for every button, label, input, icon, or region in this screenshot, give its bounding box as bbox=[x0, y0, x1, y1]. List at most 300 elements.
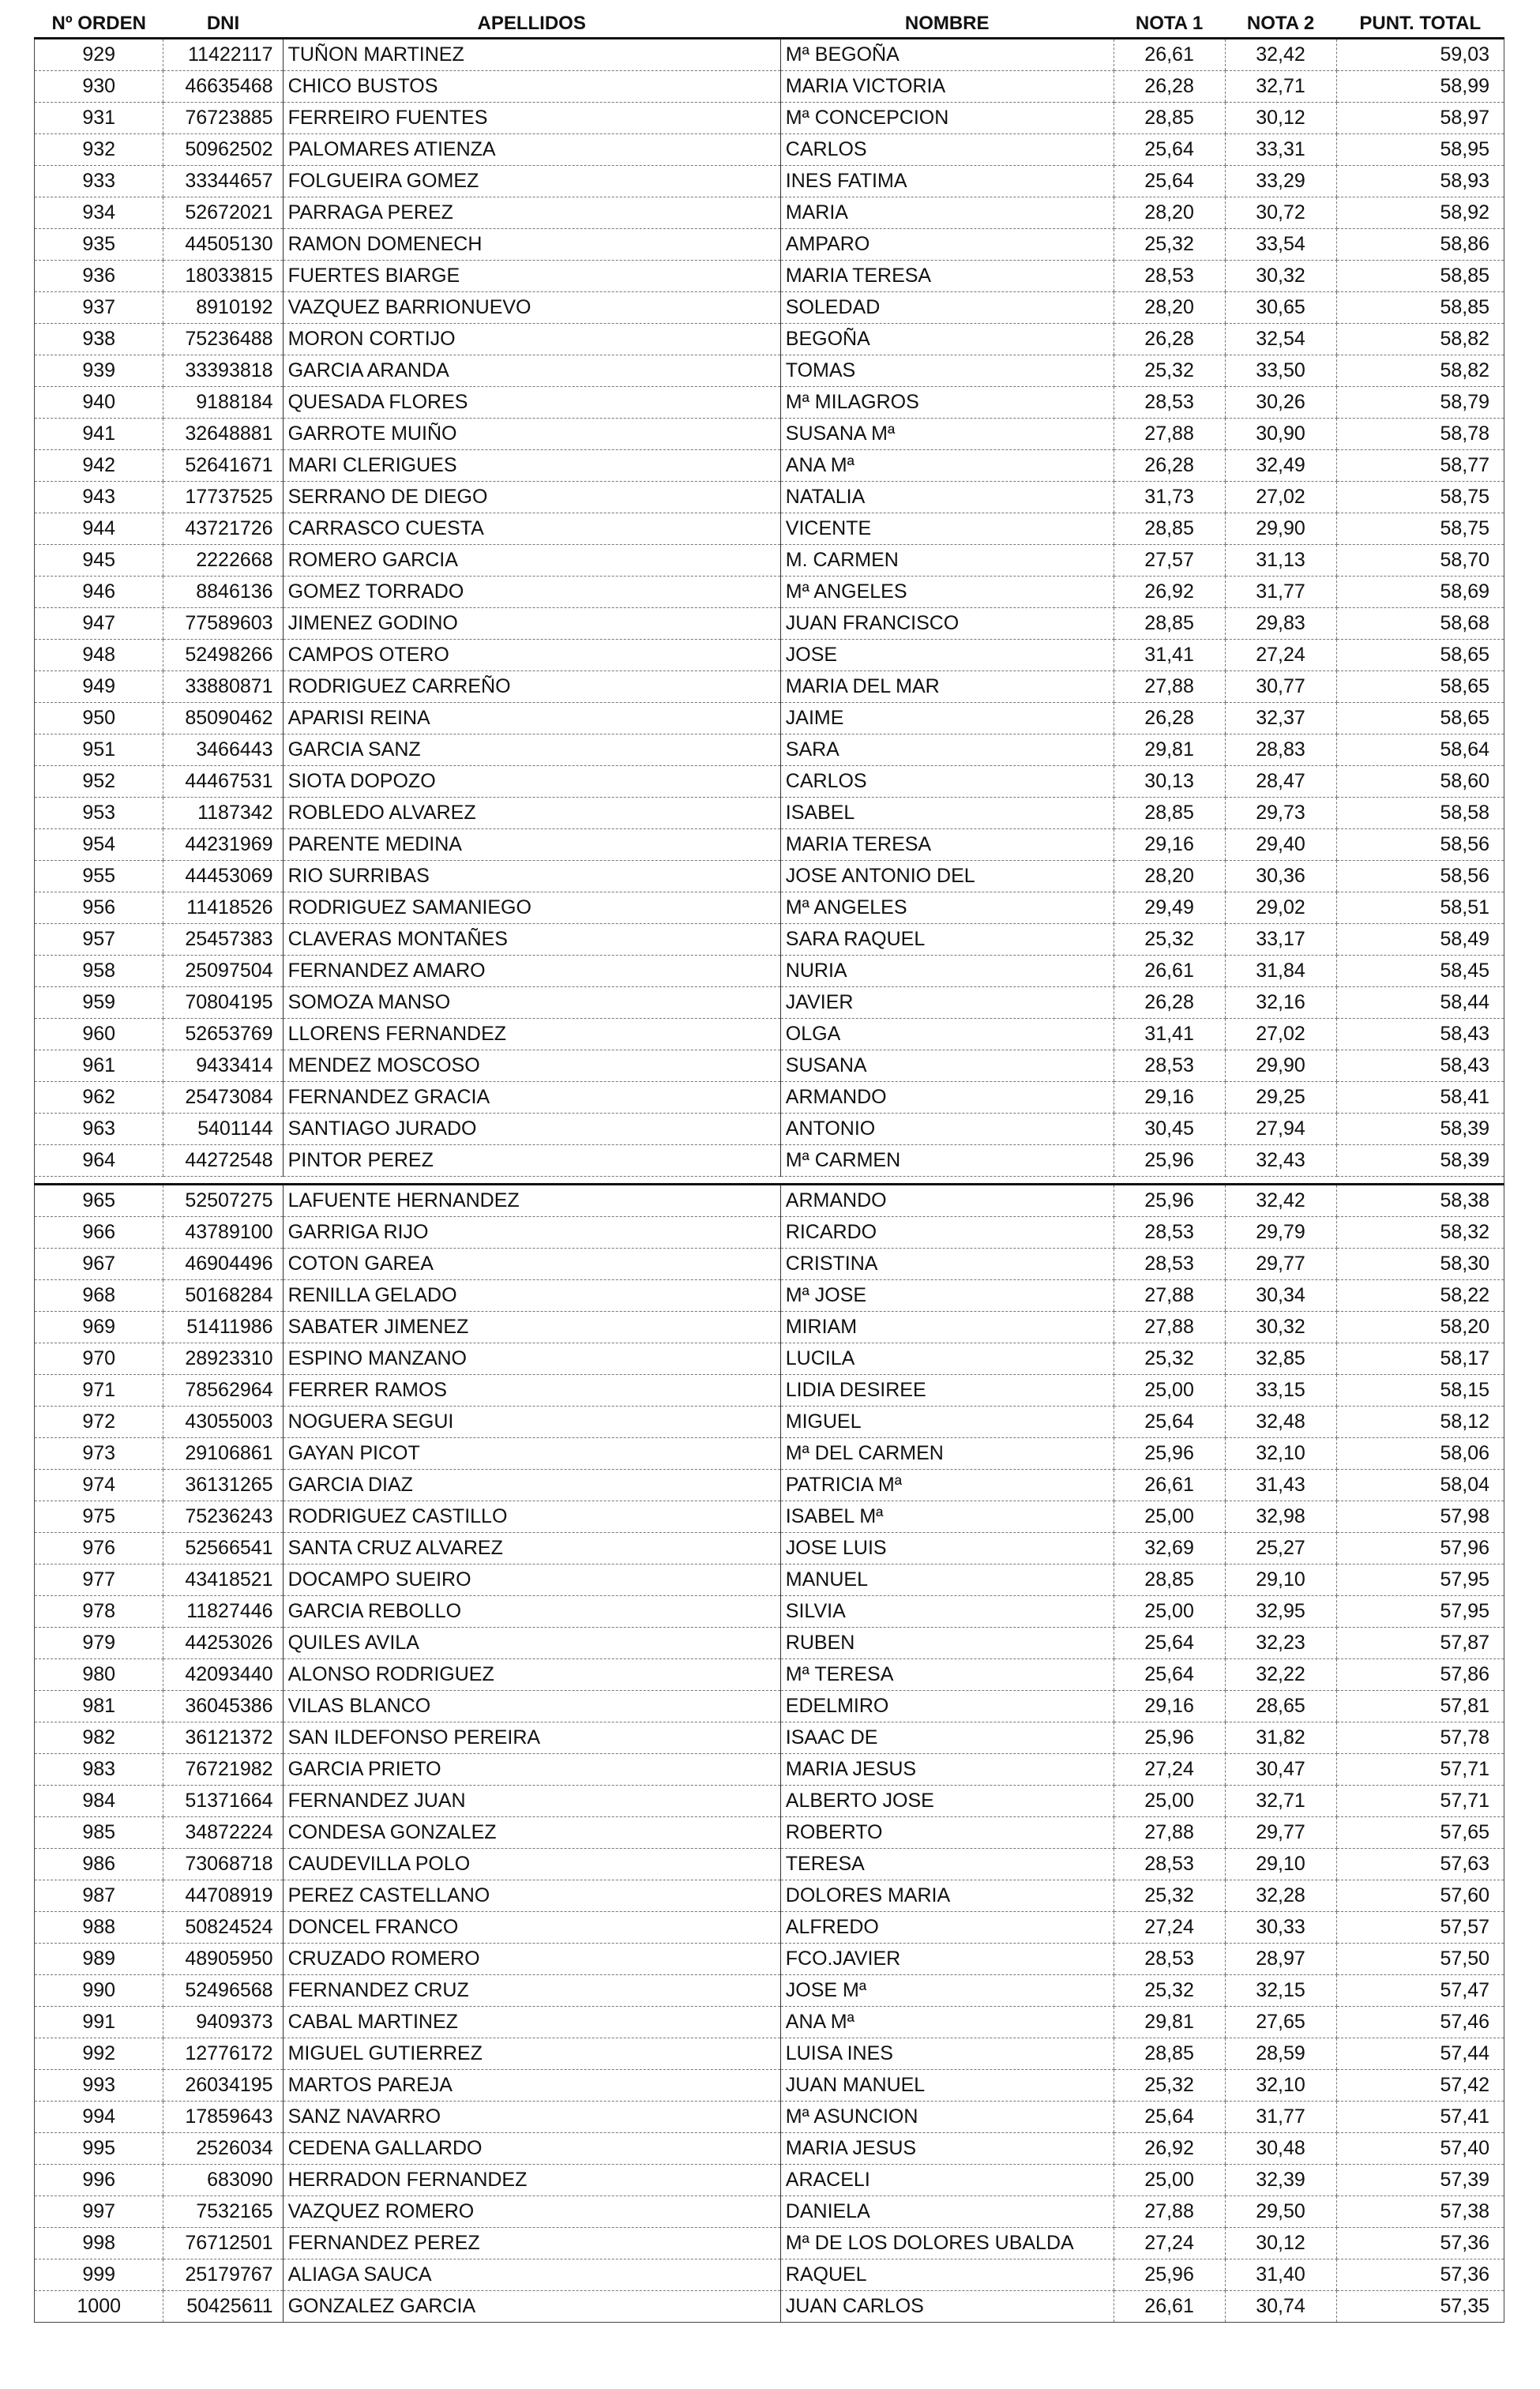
cell-nombre: Mª BEGOÑA bbox=[780, 39, 1114, 71]
cell-dni: 34872224 bbox=[163, 1817, 283, 1849]
cell-orden: 966 bbox=[35, 1217, 163, 1249]
cell-nota1: 31,41 bbox=[1114, 1019, 1225, 1050]
cell-apellidos: ESPINO MANZANO bbox=[283, 1343, 780, 1375]
table-row bbox=[35, 1533, 1504, 1564]
cell-orden: 960 bbox=[35, 1019, 163, 1050]
table-row bbox=[35, 1050, 1504, 1082]
cell-orden: 979 bbox=[35, 1628, 163, 1659]
cell-dni: 9433414 bbox=[163, 1050, 283, 1082]
cell-nota1: 25,32 bbox=[1114, 924, 1225, 956]
cell-nota1: 27,88 bbox=[1114, 671, 1225, 703]
cell-nota1: 28,85 bbox=[1114, 1564, 1225, 1596]
table-row bbox=[35, 450, 1504, 482]
cell-nota2: 28,65 bbox=[1225, 1691, 1336, 1722]
cell-dni: 44467531 bbox=[163, 766, 283, 798]
cell-dni: 1187342 bbox=[163, 798, 283, 829]
cell-dni: 2222668 bbox=[163, 545, 283, 577]
cell-orden: 961 bbox=[35, 1050, 163, 1082]
header-orden: Nº ORDEN bbox=[35, 8, 163, 39]
cell-nota2: 32,71 bbox=[1225, 71, 1336, 103]
cell-nota2: 30,34 bbox=[1225, 1280, 1336, 1312]
cell-nombre: ANA Mª bbox=[780, 2007, 1114, 2038]
section-divider-cell bbox=[35, 1177, 1504, 1185]
cell-apellidos: VAZQUEZ BARRIONUEVO bbox=[283, 292, 780, 324]
cell-nota1: 29,81 bbox=[1114, 734, 1225, 766]
table-row bbox=[35, 166, 1504, 197]
cell-orden: 958 bbox=[35, 956, 163, 987]
cell-total: 57,46 bbox=[1336, 2007, 1504, 2038]
cell-nota1: 25,96 bbox=[1114, 1722, 1225, 1754]
table-row bbox=[35, 2196, 1504, 2228]
cell-apellidos: GARCIA PRIETO bbox=[283, 1754, 780, 1786]
cell-nota1: 29,49 bbox=[1114, 892, 1225, 924]
table-row bbox=[35, 1691, 1504, 1722]
cell-apellidos: CRUZADO ROMERO bbox=[283, 1944, 780, 1975]
cell-dni: 11418526 bbox=[163, 892, 283, 924]
cell-apellidos: TUÑON MARTINEZ bbox=[283, 39, 780, 71]
cell-total: 58,20 bbox=[1336, 1312, 1504, 1343]
cell-nota1: 25,00 bbox=[1114, 1501, 1225, 1533]
cell-nombre: TOMAS bbox=[780, 355, 1114, 387]
cell-nota1: 29,16 bbox=[1114, 1691, 1225, 1722]
cell-orden: 938 bbox=[35, 324, 163, 355]
cell-nota1: 25,32 bbox=[1114, 1880, 1225, 1912]
cell-dni: 12776172 bbox=[163, 2038, 283, 2070]
cell-nota2: 32,23 bbox=[1225, 1628, 1336, 1659]
table-row bbox=[35, 2007, 1504, 2038]
cell-apellidos: GARCIA ARANDA bbox=[283, 355, 780, 387]
cell-nota2: 30,36 bbox=[1225, 861, 1336, 892]
cell-apellidos: VAZQUEZ ROMERO bbox=[283, 2196, 780, 2228]
cell-total: 58,15 bbox=[1336, 1375, 1504, 1407]
cell-dni: 43789100 bbox=[163, 1217, 283, 1249]
cell-apellidos: SERRANO DE DIEGO bbox=[283, 482, 780, 513]
cell-total: 59,03 bbox=[1336, 39, 1504, 71]
cell-apellidos: FERNANDEZ AMARO bbox=[283, 956, 780, 987]
table-row bbox=[35, 39, 1504, 71]
cell-apellidos: FERNANDEZ CRUZ bbox=[283, 1975, 780, 2007]
cell-nota2: 32,42 bbox=[1225, 1185, 1336, 1217]
cell-nota1: 28,53 bbox=[1114, 1217, 1225, 1249]
cell-total: 58,17 bbox=[1336, 1343, 1504, 1375]
cell-apellidos: CONDESA GONZALEZ bbox=[283, 1817, 780, 1849]
cell-nombre: Mª ANGELES bbox=[780, 577, 1114, 608]
cell-nota1: 25,00 bbox=[1114, 1786, 1225, 1817]
cell-apellidos: MARI CLERIGUES bbox=[283, 450, 780, 482]
cell-nombre: FCO.JAVIER bbox=[780, 1944, 1114, 1975]
cell-nota1: 27,88 bbox=[1114, 2196, 1225, 2228]
results-table bbox=[34, 8, 1504, 2323]
cell-total: 58,04 bbox=[1336, 1470, 1504, 1501]
table-row bbox=[35, 1786, 1504, 1817]
cell-nombre: SUSANA Mª bbox=[780, 419, 1114, 450]
cell-nota1: 30,45 bbox=[1114, 1114, 1225, 1145]
cell-apellidos: JIMENEZ GODINO bbox=[283, 608, 780, 640]
table-row bbox=[35, 419, 1504, 450]
cell-apellidos: FERRER RAMOS bbox=[283, 1375, 780, 1407]
cell-nombre: Mª DE LOS DOLORES UBALDA bbox=[780, 2228, 1114, 2259]
cell-nota2: 32,85 bbox=[1225, 1343, 1336, 1375]
cell-total: 57,47 bbox=[1336, 1975, 1504, 2007]
cell-nota1: 25,32 bbox=[1114, 1975, 1225, 2007]
cell-dni: 52498266 bbox=[163, 640, 283, 671]
cell-nota1: 27,24 bbox=[1114, 1754, 1225, 1786]
cell-orden: 943 bbox=[35, 482, 163, 513]
cell-apellidos: MORON CORTIJO bbox=[283, 324, 780, 355]
cell-orden: 992 bbox=[35, 2038, 163, 2070]
cell-apellidos: CEDENA GALLARDO bbox=[283, 2133, 780, 2165]
cell-nota1: 28,53 bbox=[1114, 261, 1225, 292]
table-row bbox=[35, 892, 1504, 924]
cell-apellidos: CLAVERAS MONTAÑES bbox=[283, 924, 780, 956]
cell-total: 58,97 bbox=[1336, 103, 1504, 134]
cell-nota1: 26,92 bbox=[1114, 2133, 1225, 2165]
table-row bbox=[35, 1280, 1504, 1312]
cell-orden: 941 bbox=[35, 419, 163, 450]
cell-nota1: 26,28 bbox=[1114, 324, 1225, 355]
cell-orden: 935 bbox=[35, 229, 163, 261]
cell-nota2: 30,90 bbox=[1225, 419, 1336, 450]
cell-total: 57,38 bbox=[1336, 2196, 1504, 2228]
cell-nota2: 30,32 bbox=[1225, 261, 1336, 292]
cell-nombre: LIDIA DESIREE bbox=[780, 1375, 1114, 1407]
cell-nota2: 27,02 bbox=[1225, 1019, 1336, 1050]
cell-total: 58,43 bbox=[1336, 1050, 1504, 1082]
cell-nota1: 25,64 bbox=[1114, 2102, 1225, 2133]
cell-nota2: 29,10 bbox=[1225, 1564, 1336, 1596]
cell-nota1: 25,32 bbox=[1114, 229, 1225, 261]
cell-nombre: ISAAC DE bbox=[780, 1722, 1114, 1754]
cell-total: 58,95 bbox=[1336, 134, 1504, 166]
cell-orden: 947 bbox=[35, 608, 163, 640]
cell-total: 58,41 bbox=[1336, 1082, 1504, 1114]
cell-apellidos: MARTOS PAREJA bbox=[283, 2070, 780, 2102]
cell-nota1: 28,85 bbox=[1114, 513, 1225, 545]
cell-nota1: 28,85 bbox=[1114, 798, 1225, 829]
table-row bbox=[35, 861, 1504, 892]
cell-nombre: JOSE Mª bbox=[780, 1975, 1114, 2007]
cell-nota2: 29,77 bbox=[1225, 1817, 1336, 1849]
table-row bbox=[35, 1249, 1504, 1280]
cell-total: 58,58 bbox=[1336, 798, 1504, 829]
cell-total: 57,35 bbox=[1336, 2291, 1504, 2323]
cell-nota1: 29,16 bbox=[1114, 1082, 1225, 1114]
cell-apellidos: SIOTA DOPOZO bbox=[283, 766, 780, 798]
cell-total: 58,38 bbox=[1336, 1185, 1504, 1217]
cell-dni: 2526034 bbox=[163, 2133, 283, 2165]
cell-orden: 995 bbox=[35, 2133, 163, 2165]
cell-nota1: 27,57 bbox=[1114, 545, 1225, 577]
cell-total: 57,71 bbox=[1336, 1754, 1504, 1786]
cell-dni: 75236243 bbox=[163, 1501, 283, 1533]
cell-nota2: 29,90 bbox=[1225, 1050, 1336, 1082]
cell-nota2: 25,27 bbox=[1225, 1533, 1336, 1564]
cell-nota2: 32,43 bbox=[1225, 1145, 1336, 1177]
cell-total: 57,65 bbox=[1336, 1817, 1504, 1849]
cell-apellidos: RAMON DOMENECH bbox=[283, 229, 780, 261]
cell-dni: 33344657 bbox=[163, 166, 283, 197]
cell-apellidos: COTON GAREA bbox=[283, 1249, 780, 1280]
header-nota2: NOTA 2 bbox=[1225, 8, 1336, 39]
cell-apellidos: GARROTE MUIÑO bbox=[283, 419, 780, 450]
table-row bbox=[35, 324, 1504, 355]
cell-apellidos: DONCEL FRANCO bbox=[283, 1912, 780, 1944]
cell-nota2: 30,48 bbox=[1225, 2133, 1336, 2165]
cell-nota1: 29,81 bbox=[1114, 2007, 1225, 2038]
cell-nota1: 25,32 bbox=[1114, 355, 1225, 387]
cell-nombre: INES FATIMA bbox=[780, 166, 1114, 197]
cell-nombre: Mª CARMEN bbox=[780, 1145, 1114, 1177]
cell-total: 58,32 bbox=[1336, 1217, 1504, 1249]
cell-nota1: 25,64 bbox=[1114, 1628, 1225, 1659]
table-row bbox=[35, 766, 1504, 798]
cell-nombre: ANA Mª bbox=[780, 450, 1114, 482]
table-row bbox=[35, 1082, 1504, 1114]
cell-dni: 52496568 bbox=[163, 1975, 283, 2007]
cell-nota2: 30,47 bbox=[1225, 1754, 1336, 1786]
table-row bbox=[35, 103, 1504, 134]
cell-dni: 17859643 bbox=[163, 2102, 283, 2133]
cell-dni: 32648881 bbox=[163, 419, 283, 450]
cell-orden: 967 bbox=[35, 1249, 163, 1280]
table-row bbox=[35, 134, 1504, 166]
table-row bbox=[35, 1019, 1504, 1050]
cell-dni: 48905950 bbox=[163, 1944, 283, 1975]
cell-nota1: 25,64 bbox=[1114, 134, 1225, 166]
cell-nombre: MIGUEL bbox=[780, 1407, 1114, 1438]
cell-dni: 44253026 bbox=[163, 1628, 283, 1659]
cell-total: 57,86 bbox=[1336, 1659, 1504, 1691]
table-row bbox=[35, 1407, 1504, 1438]
cell-dni: 18033815 bbox=[163, 261, 283, 292]
cell-nombre: Mª ASUNCION bbox=[780, 2102, 1114, 2133]
cell-dni: 36045386 bbox=[163, 1691, 283, 1722]
table-row bbox=[35, 229, 1504, 261]
cell-total: 58,92 bbox=[1336, 197, 1504, 229]
cell-dni: 75236488 bbox=[163, 324, 283, 355]
cell-nombre: Mª ANGELES bbox=[780, 892, 1114, 924]
cell-nota1: 28,53 bbox=[1114, 1849, 1225, 1880]
cell-total: 58,56 bbox=[1336, 829, 1504, 861]
cell-orden: 985 bbox=[35, 1817, 163, 1849]
header-apellidos: APELLIDOS bbox=[283, 8, 780, 39]
cell-nota1: 28,85 bbox=[1114, 103, 1225, 134]
cell-orden: 997 bbox=[35, 2196, 163, 2228]
table-row bbox=[35, 703, 1504, 734]
table-row bbox=[35, 1312, 1504, 1343]
cell-nombre: DOLORES MARIA bbox=[780, 1880, 1114, 1912]
cell-apellidos: SABATER JIMENEZ bbox=[283, 1312, 780, 1343]
cell-orden: 971 bbox=[35, 1375, 163, 1407]
table-row bbox=[35, 798, 1504, 829]
cell-nota2: 30,72 bbox=[1225, 197, 1336, 229]
cell-nota2: 31,77 bbox=[1225, 2102, 1336, 2133]
cell-total: 57,96 bbox=[1336, 1533, 1504, 1564]
cell-nota2: 32,42 bbox=[1225, 39, 1336, 71]
cell-nota1: 27,88 bbox=[1114, 1817, 1225, 1849]
cell-orden: 978 bbox=[35, 1596, 163, 1628]
table-row bbox=[35, 1912, 1504, 1944]
cell-dni: 52641671 bbox=[163, 450, 283, 482]
cell-apellidos: SANTIAGO JURADO bbox=[283, 1114, 780, 1145]
table-row bbox=[35, 2133, 1504, 2165]
cell-dni: 36131265 bbox=[163, 1470, 283, 1501]
cell-nota2: 30,26 bbox=[1225, 387, 1336, 419]
cell-orden: 931 bbox=[35, 103, 163, 134]
cell-nota1: 27,88 bbox=[1114, 1280, 1225, 1312]
cell-apellidos: PARRAGA PEREZ bbox=[283, 197, 780, 229]
cell-orden: 990 bbox=[35, 1975, 163, 2007]
cell-dni: 28923310 bbox=[163, 1343, 283, 1375]
cell-orden: 951 bbox=[35, 734, 163, 766]
cell-orden: 987 bbox=[35, 1880, 163, 1912]
table-row bbox=[35, 1501, 1504, 1533]
cell-total: 57,42 bbox=[1336, 2070, 1504, 2102]
cell-dni: 683090 bbox=[163, 2165, 283, 2196]
cell-apellidos: GARCIA SANZ bbox=[283, 734, 780, 766]
section-divider bbox=[35, 1177, 1504, 1185]
cell-total: 58,85 bbox=[1336, 292, 1504, 324]
cell-orden: 954 bbox=[35, 829, 163, 861]
table-row bbox=[35, 1817, 1504, 1849]
cell-apellidos: SANTA CRUZ ALVAREZ bbox=[283, 1533, 780, 1564]
cell-apellidos: PEREZ CASTELLANO bbox=[283, 1880, 780, 1912]
table-row bbox=[35, 482, 1504, 513]
table-row bbox=[35, 1628, 1504, 1659]
table-row bbox=[35, 2070, 1504, 2102]
cell-nota1: 26,61 bbox=[1114, 2291, 1225, 2323]
cell-nota1: 27,88 bbox=[1114, 419, 1225, 450]
table-row bbox=[35, 1754, 1504, 1786]
cell-nombre: M. CARMEN bbox=[780, 545, 1114, 577]
cell-dni: 50425611 bbox=[163, 2291, 283, 2323]
cell-dni: 3466443 bbox=[163, 734, 283, 766]
cell-nota2: 30,12 bbox=[1225, 103, 1336, 134]
cell-apellidos: PALOMARES ATIENZA bbox=[283, 134, 780, 166]
cell-apellidos: PARENTE MEDINA bbox=[283, 829, 780, 861]
cell-nota2: 31,84 bbox=[1225, 956, 1336, 987]
cell-dni: 25457383 bbox=[163, 924, 283, 956]
cell-total: 57,98 bbox=[1336, 1501, 1504, 1533]
cell-total: 57,78 bbox=[1336, 1722, 1504, 1754]
cell-orden: 988 bbox=[35, 1912, 163, 1944]
cell-nombre: SILVIA bbox=[780, 1596, 1114, 1628]
header-total: PUNT. TOTAL bbox=[1336, 8, 1504, 39]
cell-orden: 996 bbox=[35, 2165, 163, 2196]
cell-apellidos: CAMPOS OTERO bbox=[283, 640, 780, 671]
cell-total: 58,65 bbox=[1336, 671, 1504, 703]
cell-apellidos: FERNANDEZ PEREZ bbox=[283, 2228, 780, 2259]
cell-nombre: BEGOÑA bbox=[780, 324, 1114, 355]
cell-total: 58,51 bbox=[1336, 892, 1504, 924]
cell-total: 58,56 bbox=[1336, 861, 1504, 892]
table-row bbox=[35, 1659, 1504, 1691]
cell-nota2: 32,48 bbox=[1225, 1407, 1336, 1438]
cell-nombre: SARA RAQUEL bbox=[780, 924, 1114, 956]
cell-nota2: 31,40 bbox=[1225, 2259, 1336, 2291]
cell-apellidos: GARCIA DIAZ bbox=[283, 1470, 780, 1501]
cell-dni: 11422117 bbox=[163, 39, 283, 71]
cell-total: 57,40 bbox=[1336, 2133, 1504, 2165]
cell-nombre: SARA bbox=[780, 734, 1114, 766]
cell-nota1: 32,69 bbox=[1114, 1533, 1225, 1564]
cell-total: 58,82 bbox=[1336, 324, 1504, 355]
table-row bbox=[35, 292, 1504, 324]
cell-apellidos: GONZALEZ GARCIA bbox=[283, 2291, 780, 2323]
cell-dni: 7532165 bbox=[163, 2196, 283, 2228]
cell-dni: 44708919 bbox=[163, 1880, 283, 1912]
cell-apellidos: SAN ILDEFONSO PEREIRA bbox=[283, 1722, 780, 1754]
cell-nombre: ISABEL Mª bbox=[780, 1501, 1114, 1533]
cell-apellidos: FERREIRO FUENTES bbox=[283, 103, 780, 134]
cell-total: 58,68 bbox=[1336, 608, 1504, 640]
cell-nota2: 27,94 bbox=[1225, 1114, 1336, 1145]
cell-nombre: JOSE LUIS bbox=[780, 1533, 1114, 1564]
cell-orden: 1000 bbox=[35, 2291, 163, 2323]
cell-nota1: 31,73 bbox=[1114, 482, 1225, 513]
cell-dni: 42093440 bbox=[163, 1659, 283, 1691]
cell-total: 57,81 bbox=[1336, 1691, 1504, 1722]
table-row bbox=[35, 1185, 1504, 1217]
cell-orden: 969 bbox=[35, 1312, 163, 1343]
cell-dni: 8846136 bbox=[163, 577, 283, 608]
cell-nota2: 32,10 bbox=[1225, 2070, 1336, 2102]
cell-dni: 25179767 bbox=[163, 2259, 283, 2291]
cell-nota1: 28,53 bbox=[1114, 387, 1225, 419]
cell-orden: 959 bbox=[35, 987, 163, 1019]
table-row bbox=[35, 1975, 1504, 2007]
cell-dni: 44272548 bbox=[163, 1145, 283, 1177]
cell-orden: 946 bbox=[35, 577, 163, 608]
cell-total: 58,79 bbox=[1336, 387, 1504, 419]
cell-nota2: 33,54 bbox=[1225, 229, 1336, 261]
cell-nota2: 29,02 bbox=[1225, 892, 1336, 924]
cell-dni: 44453069 bbox=[163, 861, 283, 892]
cell-total: 57,87 bbox=[1336, 1628, 1504, 1659]
header-dni: DNI bbox=[163, 8, 283, 39]
cell-dni: 5401144 bbox=[163, 1114, 283, 1145]
cell-nota2: 32,49 bbox=[1225, 450, 1336, 482]
cell-total: 58,69 bbox=[1336, 577, 1504, 608]
cell-nombre: MARIA VICTORIA bbox=[780, 71, 1114, 103]
cell-nota1: 28,53 bbox=[1114, 1050, 1225, 1082]
cell-apellidos: RODRIGUEZ CARREÑO bbox=[283, 671, 780, 703]
cell-nombre: RUBEN bbox=[780, 1628, 1114, 1659]
cell-nota2: 28,97 bbox=[1225, 1944, 1336, 1975]
cell-nota1: 28,53 bbox=[1114, 1944, 1225, 1975]
table-row bbox=[35, 513, 1504, 545]
cell-nombre: RICARDO bbox=[780, 1217, 1114, 1249]
cell-dni: 73068718 bbox=[163, 1849, 283, 1880]
header-nombre: NOMBRE bbox=[780, 8, 1114, 39]
cell-dni: 44505130 bbox=[163, 229, 283, 261]
cell-orden: 994 bbox=[35, 2102, 163, 2133]
cell-orden: 965 bbox=[35, 1185, 163, 1217]
cell-orden: 934 bbox=[35, 197, 163, 229]
cell-total: 57,71 bbox=[1336, 1786, 1504, 1817]
cell-nota1: 25,96 bbox=[1114, 1145, 1225, 1177]
cell-nota1: 27,24 bbox=[1114, 1912, 1225, 1944]
cell-nota2: 32,22 bbox=[1225, 1659, 1336, 1691]
table-row bbox=[35, 577, 1504, 608]
cell-nota2: 31,82 bbox=[1225, 1722, 1336, 1754]
cell-orden: 936 bbox=[35, 261, 163, 292]
cell-nota1: 31,41 bbox=[1114, 640, 1225, 671]
cell-apellidos: NOGUERA SEGUI bbox=[283, 1407, 780, 1438]
cell-orden: 964 bbox=[35, 1145, 163, 1177]
cell-dni: 50824524 bbox=[163, 1912, 283, 1944]
cell-apellidos: CAUDEVILLA POLO bbox=[283, 1849, 780, 1880]
